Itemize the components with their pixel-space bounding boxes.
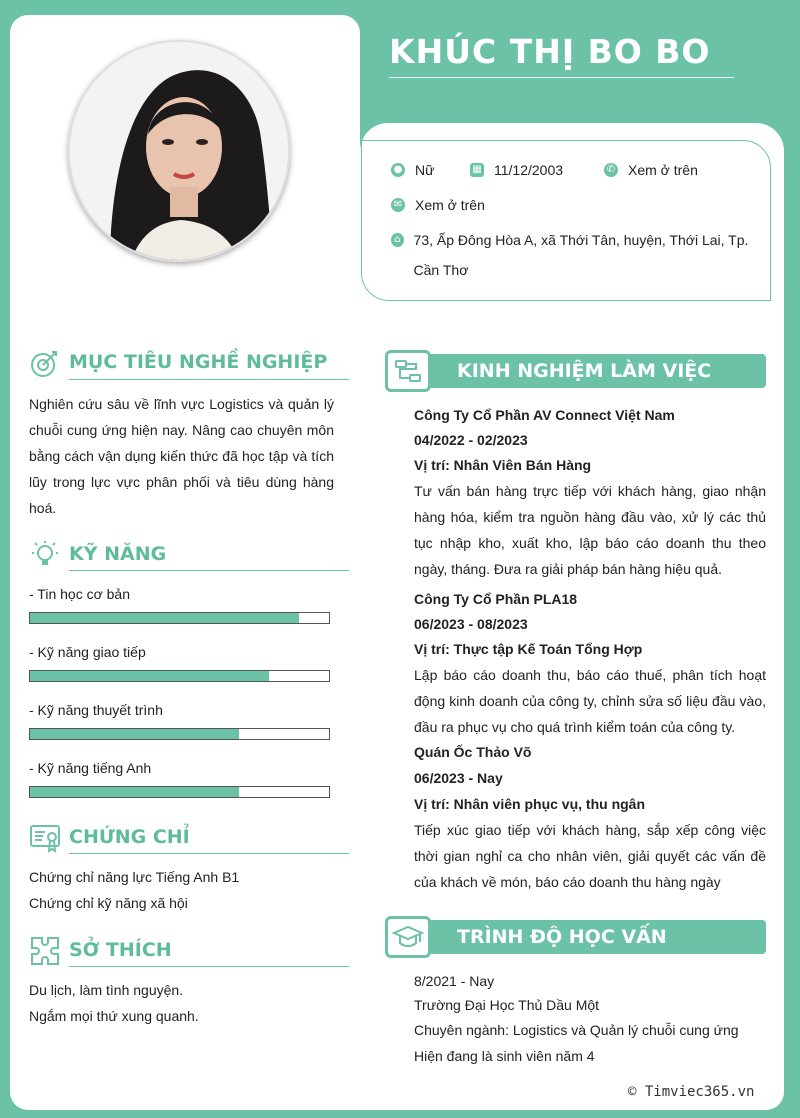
skill-fill [30, 671, 269, 681]
education-title: TRÌNH ĐỘ HỌC VẤN [457, 926, 667, 948]
education-band [429, 920, 766, 954]
hobbies-title: SỞ THÍCH [69, 939, 172, 961]
job-company: Công Ty Cổ Phần PLA18 [414, 591, 578, 607]
info-phone [604, 162, 698, 178]
education-school: Trường Đại Học Thủ Dầu Một [414, 997, 600, 1013]
skill-fill [30, 787, 239, 797]
phone-value: Xem ở trên [628, 162, 698, 178]
portrait-photo [70, 42, 290, 262]
job-company: Quán Ốc Thảo Võ [414, 744, 532, 760]
experience-band [429, 354, 766, 388]
calendar-icon: ▦ [470, 163, 484, 177]
user-icon: ● [391, 163, 405, 177]
job-entry [414, 740, 766, 895]
job-position: Vị trí: Nhân Viên Bán Hàng [414, 457, 592, 473]
candidate-name: KHÚC THỊ BO BO [389, 32, 711, 71]
education-status: Hiện đang là sinh viên năm 4 [414, 1048, 595, 1064]
gender-value: Nữ [415, 162, 435, 178]
graduation-cap-icon [388, 919, 428, 955]
skill-bar [29, 670, 330, 682]
certificates-divider [69, 853, 349, 854]
hobby-item: Du lịch, làm tình nguyện. [29, 982, 184, 998]
job-entry [414, 587, 766, 740]
decor-corner [360, 15, 388, 123]
home-icon: ⌂ [391, 233, 404, 247]
info-email [391, 197, 485, 213]
job-company: Công Ty Cổ Phần AV Connect Việt Nam [414, 407, 675, 423]
job-entry [414, 403, 766, 582]
skill-fill [30, 613, 299, 623]
info-dob [470, 162, 563, 178]
skill-bar [29, 786, 330, 798]
skill-label: - Kỹ năng thuyết trình [29, 702, 163, 718]
objective-text: Nghiên cứu sâu về lĩnh vực Logistics và quản lý chuỗi cung ứng hiện nay. Nâng cao chuyên môn bằng cách vận dụng kiến thức đã học tập và tích lũy trong lực vực phân phối và tiêu dùng hàng hoá. [29, 396, 334, 516]
skill-label: - Kỹ năng giao tiếp [29, 644, 146, 660]
target-icon [30, 349, 60, 379]
job-period: 06/2023 - Nay [414, 770, 503, 786]
skill-fill [30, 729, 239, 739]
certificates-heading [69, 826, 190, 848]
dob-value: 11/12/2003 [494, 162, 564, 178]
skills-heading [69, 543, 166, 565]
job-period: 04/2022 - 02/2023 [414, 432, 528, 448]
education-icon-box [385, 916, 431, 958]
certificate-item: Chứng chỉ năng lực Tiếng Anh B1 [29, 869, 240, 885]
job-description: Tư vấn bán hàng trực tiếp với khách hàng, giao nhận hàng hóa, kiểm tra nguồn hàng đầu vào, xử lý các thủ tục nhập kho, xuất kho, lập báo cáo doanh thu theo ngày, tháng. Đưa ra giải pháp bán hàng hiệu quả. [414, 483, 766, 577]
education-period: 8/2021 - Nay [414, 973, 495, 989]
certificates-title: CHỨNG CHỈ [69, 826, 190, 848]
address-value: 73, Ấp Đông Hòa A, xã Thới Tân, huyện, Thới Lai, Tp. Cần Thơ [413, 232, 749, 278]
info-gender [391, 162, 434, 178]
skill-label: - Kỹ năng tiếng Anh [29, 760, 152, 776]
skills-title: KỸ NĂNG [69, 543, 167, 565]
footer-watermark: © Timviec365.vn [628, 1084, 755, 1100]
job-period: 06/2023 - 08/2023 [414, 616, 528, 632]
certificate-icon [30, 823, 60, 853]
certificate-item: Chứng chỉ kỹ năng xã hội [29, 895, 188, 911]
email-icon: ✉ [391, 198, 405, 212]
name-block [389, 32, 734, 78]
experience-title: KINH NGHIỆM LÀM VIỆC [457, 360, 712, 382]
skills-divider [69, 570, 349, 571]
hobbies-divider [69, 966, 349, 967]
skill-label: - Tin học cơ bản [29, 586, 131, 602]
objective-divider [69, 379, 349, 380]
email-value: Xem ở trên [415, 197, 485, 213]
hobby-item: Ngắm mọi thứ xung quanh. [29, 1008, 199, 1024]
experience-icon-box [385, 350, 431, 392]
phone-icon: ✆ [604, 163, 618, 177]
puzzle-icon [30, 936, 60, 966]
hobbies-heading [69, 939, 172, 961]
education-banner [385, 920, 766, 954]
job-description: Tiếp xúc giao tiếp với khách hàng, sắp xếp công việc thời gian nghỉ ca cho nhân viên, giải quyết các vấn đề của khách về món, báo cáo doanh thu hàng ngày [414, 822, 766, 890]
job-description: Lập báo cáo doanh thu, báo cáo thuế, phân tích hoạt động kinh doanh của công ty, chỉnh sửa số liệu đầu vào, đầu ra phục vụ cho quá trình kiểm toán của công ty. [414, 667, 766, 735]
skill-bar [29, 612, 330, 624]
objective-title: MỤC TIÊU NGHỀ NGHIỆP [69, 351, 328, 373]
experience-banner [385, 354, 766, 388]
workflow-icon [388, 353, 428, 389]
job-position: Vị trí: Nhân viên phục vụ, thu ngân [414, 796, 646, 812]
avatar [68, 40, 290, 262]
job-position: Vị trí: Thực tập Kế Toán Tổng Hợp [414, 641, 643, 657]
education-major: Chuyên ngành: Logistics và Quản lý chuỗi cung ứng [414, 1022, 739, 1038]
objective-heading [69, 351, 327, 373]
info-address [391, 232, 766, 285]
skill-bar [29, 728, 330, 740]
lightbulb-icon [30, 540, 60, 570]
